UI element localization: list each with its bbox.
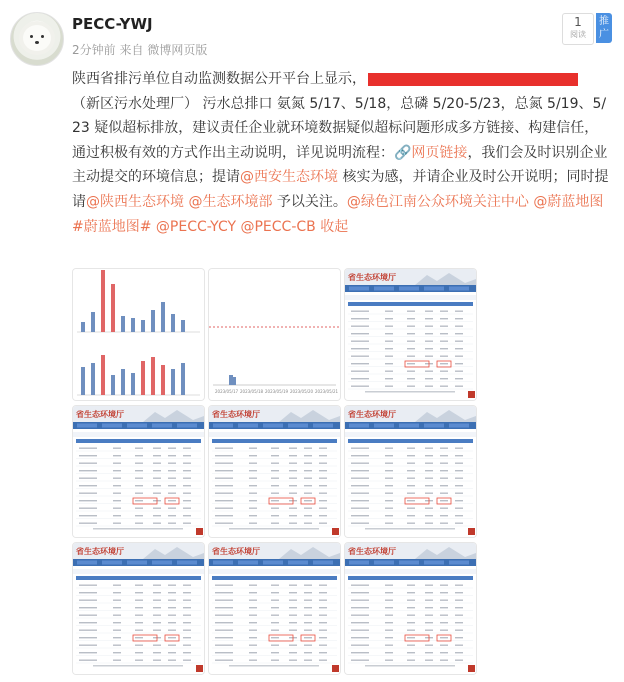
site-screenshot — [345, 406, 476, 537]
redaction-bar — [368, 73, 578, 86]
bar-mark — [81, 367, 85, 395]
avatar-dog-face — [23, 25, 51, 51]
avatar-eye-left — [30, 35, 33, 38]
site-title: 省生态环境厅 — [76, 547, 124, 556]
mention-xian[interactable]: @西安生态环境 — [240, 169, 338, 186]
bar-mark — [131, 373, 135, 395]
image-thumb-3[interactable] — [344, 268, 477, 401]
bar-mark — [111, 284, 115, 332]
mention-ycy[interactable]: @PECC-YCY — [155, 218, 237, 235]
mention-ministry[interactable]: @生态环境部 — [188, 193, 273, 210]
image-thumb-1[interactable] — [72, 268, 205, 401]
bar-mark — [121, 369, 125, 395]
site-screenshot — [73, 406, 204, 537]
site-title: 省生态环境厅 — [212, 547, 260, 556]
image-thumb-9[interactable] — [344, 542, 477, 675]
image-thumb-6[interactable] — [344, 405, 477, 538]
site-screenshot — [345, 269, 476, 400]
site-screenshot — [209, 406, 340, 537]
bar-mark — [131, 318, 135, 332]
image-thumb-8[interactable] — [208, 542, 341, 675]
post-meta — [72, 41, 207, 58]
post-time[interactable]: 2分钟前 — [72, 43, 116, 57]
source-prefix: 来自 — [119, 43, 144, 57]
bar-mark — [121, 316, 125, 332]
image-thumb-4[interactable] — [72, 405, 205, 538]
text-part-3: 核实为感，并请企业及时公开说明；同时提请 — [72, 169, 609, 210]
bar-mark — [101, 355, 105, 395]
image-thumb-5[interactable] — [208, 405, 341, 538]
mention-cb[interactable]: @PECC-CB — [240, 218, 316, 235]
bar-mark — [161, 365, 165, 395]
read-label: 阅读 — [570, 30, 586, 39]
site-title: 省生态环境厅 — [348, 410, 396, 419]
bar-mark — [151, 310, 155, 332]
read-count: 1 — [574, 15, 582, 29]
bar-mark — [181, 363, 185, 395]
avatar-nose — [35, 41, 39, 44]
mention-ipe[interactable]: @蔚蓝地图 — [533, 193, 604, 210]
site-screenshot — [209, 543, 340, 674]
site-title: 省生态环境厅 — [212, 410, 260, 419]
bar-mark — [171, 314, 175, 332]
image-thumb-7[interactable] — [72, 542, 205, 675]
site-title: 省生态环境厅 — [348, 547, 396, 556]
bar-mark — [101, 270, 105, 332]
bar-mark — [111, 375, 115, 395]
bar-mark — [161, 302, 165, 332]
x-tick-label: 2023/05/17 — [215, 389, 239, 394]
site-title: 省生态环境厅 — [348, 273, 396, 282]
bar-mark — [141, 361, 145, 395]
bar-mark — [151, 357, 155, 395]
avatar-eye-right — [41, 35, 44, 38]
bar-mark — [141, 320, 145, 332]
site-screenshot — [345, 543, 476, 674]
post-text — [72, 67, 612, 239]
collapse-link[interactable]: 收起 — [320, 218, 349, 235]
text-intro: 陕西省排污单位自动监测数据公开平台上显示， — [72, 71, 366, 87]
site-screenshot — [73, 543, 204, 674]
x-tick-label: 2023/05/18 — [240, 389, 264, 394]
image-thumb-2[interactable] — [208, 268, 341, 401]
bar-mark — [181, 320, 185, 332]
mention-shaanxi[interactable]: @陕西生态环境 — [86, 193, 184, 210]
username[interactable]: PECC-YWJ — [72, 15, 153, 33]
bar-charts-image — [73, 269, 204, 400]
text-part-4: 予以关注。 — [272, 193, 347, 210]
text-part-2: ，我们会及时识别企业主动提交的环境信息；提请 — [72, 144, 608, 186]
line-chart-image — [209, 269, 340, 400]
avatar[interactable] — [10, 12, 64, 66]
bar-mark — [91, 312, 95, 332]
webpage-link[interactable]: 🔗网页链接 — [394, 144, 468, 161]
source-link[interactable]: 微博网页版 — [147, 43, 208, 57]
x-tick-label: 2023/05/21 — [315, 389, 339, 394]
read-count-box — [562, 13, 594, 45]
mention-green[interactable]: @绿色江南公众环境关注中心 — [346, 193, 529, 210]
bar-mark — [171, 369, 175, 395]
bar-mark — [81, 322, 85, 332]
x-tick-label: 2023/05/19 — [265, 389, 289, 394]
text-body: （新区污水处理厂） 污水总排口 氨氮 5/17、5/18，总磷 5/20-5/23，总氮 5/19、5/23 疑似超标排放，建议责任企业就环境数据疑似超标问题形成多方链接、构建信任，通过积极有效的方式作出主动说明，详见说明流程： — [72, 95, 607, 161]
x-tick-label: 2023/05/20 — [290, 389, 314, 394]
site-title: 省生态环境厅 — [76, 410, 124, 419]
bar-mark — [91, 363, 95, 395]
hashtag-ipe[interactable]: #蔚蓝地图# — [72, 218, 152, 235]
promote-button[interactable]: 推广 — [596, 13, 612, 43]
